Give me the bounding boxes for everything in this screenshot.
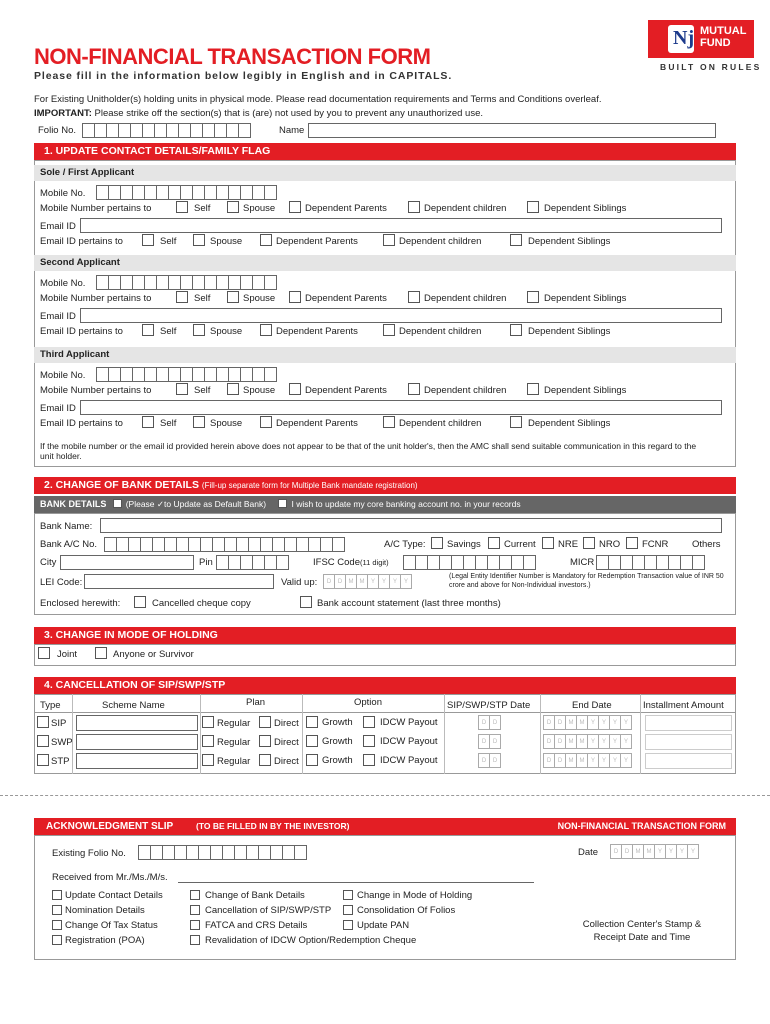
folio-label: Folio No. (38, 125, 77, 136)
option-growth-checkbox[interactable] (306, 716, 318, 728)
flag-label: Spouse (243, 293, 276, 304)
applicant-3-email-flag-3-checkbox[interactable] (383, 416, 395, 428)
section2-header: 2. CHANGE OF BANK DETAILS (Fill-up separate form for Multiple Bank mandate registration) (34, 477, 736, 494)
ack-item-label: Update PAN (357, 920, 410, 931)
flag-label: Dependent Siblings (528, 326, 611, 337)
applicant-2-email-flag-3-checkbox[interactable] (383, 324, 395, 336)
flag-label: Self (160, 236, 177, 247)
applicant-1-mobile-flag-4-checkbox[interactable] (527, 201, 539, 213)
ack-item-label: Revalidation of IDCW Option/Redemption Cheque (205, 935, 417, 946)
applicant-2-mobile-flag-0-checkbox[interactable] (176, 291, 188, 303)
ifsc-label: IFSC Code(11 digit) (313, 557, 389, 568)
flag-label: Self (194, 293, 211, 304)
ack-item-label: Change in Mode of Holding (357, 890, 473, 901)
swp-end-date-input[interactable]: D D M M Y Y Y Y (543, 734, 631, 749)
sip-amount-input[interactable] (645, 715, 732, 731)
flag-label: Dependent Parents (305, 385, 387, 396)
column-divider (640, 694, 641, 774)
micr-label: MICR (570, 557, 595, 568)
stp-date-input[interactable]: D D (478, 753, 500, 768)
option-label: Growth (322, 755, 353, 766)
flag-label: Dependent Parents (276, 326, 358, 337)
ack-item-label: Consolidation Of Folios (357, 905, 456, 916)
sip-header-5: End Date (572, 700, 612, 711)
option-label: IDCW Payout (380, 755, 438, 766)
sip-header-4: SIP/SWP/STP Date (447, 700, 531, 711)
ack-col3-2-checkbox[interactable] (343, 920, 353, 930)
section4-header: 4. CANCELLATION OF SIP/SWP/STP (34, 677, 736, 694)
flag-label: Spouse (243, 385, 276, 396)
flag-label: Dependent Parents (305, 293, 387, 304)
flag-label: Dependent children (399, 418, 482, 429)
flag-label: Spouse (210, 326, 243, 337)
flag-label: Dependent children (399, 236, 482, 247)
applicant-1-mobile-flag-1-checkbox[interactable] (227, 201, 239, 213)
applicant-3-email-flag-4-checkbox[interactable] (510, 416, 522, 428)
bank-statement-label: Bank account statement (last three months) (317, 598, 501, 609)
enclosed-label: Enclosed herewith: (40, 598, 121, 609)
plan-regular-checkbox[interactable] (202, 754, 214, 766)
ack-col3-1-checkbox[interactable] (343, 905, 353, 915)
ac-type-label: A/C Type: (384, 539, 426, 550)
flag-label: Dependent Parents (276, 236, 358, 247)
section1-header: 1. UPDATE CONTACT DETAILS/FAMILY FLAG (34, 143, 736, 160)
form-title: NON-FINANCIAL TRANSACTION FORM (34, 44, 431, 69)
swp-date-input[interactable]: D D (478, 734, 500, 749)
pin-input[interactable] (216, 555, 288, 570)
option-growth-checkbox[interactable] (306, 735, 318, 747)
ack-col1-2-checkbox[interactable] (52, 920, 62, 930)
plan-label: Direct (274, 718, 299, 729)
applicant-1-header: Sole / First Applicant (34, 165, 736, 181)
city-label: City (40, 557, 57, 568)
account-no-input[interactable] (104, 537, 344, 552)
flag-label: Dependent children (424, 385, 507, 396)
option-label: IDCW Payout (380, 736, 438, 747)
applicant-1-mobile-flag-0-checkbox[interactable] (176, 201, 188, 213)
flag-label: Self (160, 326, 177, 337)
ack-col2-3-checkbox[interactable] (190, 935, 200, 945)
ack-col1-3-checkbox[interactable] (52, 935, 62, 945)
email-pertains-label: Email ID pertains to (40, 418, 123, 429)
ac-type-4-checkbox[interactable] (626, 537, 638, 549)
ack-col2-0-checkbox[interactable] (190, 890, 200, 900)
cancelled-cheque-checkbox[interactable] (134, 596, 146, 608)
flag-label: Spouse (210, 418, 243, 429)
plan-direct-checkbox[interactable] (259, 716, 271, 728)
plan-direct-checkbox[interactable] (259, 754, 271, 766)
cut-line (0, 795, 770, 796)
ack-col1-1-checkbox[interactable] (52, 905, 62, 915)
ack-item-label: Nomination Details (65, 905, 145, 916)
stp-scheme-input[interactable] (76, 753, 198, 769)
stp-end-date-input[interactable]: D D M M Y Y Y Y (543, 753, 631, 768)
applicant-1-email-flag-2-checkbox[interactable] (260, 234, 272, 246)
email-label: Email ID (40, 311, 76, 322)
mobile-label: Mobile No. (40, 278, 86, 289)
city-input[interactable] (60, 555, 194, 570)
flag-label: Dependent children (399, 326, 482, 337)
flag-label: Dependent children (424, 203, 507, 214)
flag-label: Dependent Siblings (528, 236, 611, 247)
important-note: IMPORTANT: Please strike off the section(s) that is (are) not used by you to prevent any unauthorized use. (34, 108, 483, 119)
ack-col3-0-checkbox[interactable] (343, 890, 353, 900)
default-bank-checkbox[interactable] (113, 499, 122, 508)
ifsc-input[interactable] (403, 555, 535, 570)
applicant-3-mobile-flag-4-checkbox[interactable] (527, 383, 539, 395)
joint-checkbox[interactable] (38, 647, 50, 659)
applicant-3-email-flag-2-checkbox[interactable] (260, 416, 272, 428)
mobile-label: Mobile No. (40, 370, 86, 381)
plan-regular-checkbox[interactable] (202, 735, 214, 747)
account-no-label: Bank A/C No. (40, 539, 98, 550)
applicant-3-mobile-input[interactable] (96, 367, 276, 382)
flag-label: Dependent children (424, 293, 507, 304)
ack-item-label: Change Of Tax Status (65, 920, 158, 931)
anyone-survivor-label: Anyone or Survivor (113, 649, 194, 660)
column-divider (200, 694, 201, 774)
sip-header-3: Option (354, 697, 382, 708)
ac-type-label: Others (692, 539, 721, 550)
option-label: IDCW Payout (380, 717, 438, 728)
applicant-3-mobile-flag-2-checkbox[interactable] (289, 383, 301, 395)
column-divider (540, 694, 541, 774)
applicant-3-email-flag-0-checkbox[interactable] (142, 416, 154, 428)
plan-regular-checkbox[interactable] (202, 716, 214, 728)
plan-direct-checkbox[interactable] (259, 735, 271, 747)
flag-label: Dependent Siblings (544, 203, 627, 214)
valid-up-label: Valid up: (281, 577, 318, 588)
ac-type-label: NRE (558, 539, 579, 550)
flag-label: Spouse (210, 236, 243, 247)
mobile-pertains-label: Mobile Number pertains to (40, 203, 152, 214)
option-label: Growth (322, 717, 353, 728)
bank-name-input[interactable] (100, 518, 722, 533)
sip-scheme-input[interactable] (76, 715, 198, 731)
micr-input[interactable] (596, 555, 704, 570)
ack-header: ACKNOWLEDGMENT SLIP (TO BE FILLED IN BY THE INVESTOR) NON-FINANCIAL TRANSACTION FORM (34, 818, 736, 835)
ac-type-label: NRO (599, 539, 621, 550)
ac-type-0-checkbox[interactable] (431, 537, 443, 549)
plan-label: Regular (217, 718, 251, 729)
lei-note: (Legal Entity Identifier Number is Mandatory for Redemption Transaction value of INR 50 crore and above for Non-Individual investors.) (449, 573, 724, 589)
stamp-area: Collection Center's Stamp & Receipt Date and Time (582, 919, 702, 943)
sip-header-2: Plan (246, 697, 266, 708)
plan-label: Direct (274, 756, 299, 767)
lei-input[interactable] (84, 574, 274, 589)
swp-scheme-input[interactable] (76, 734, 198, 750)
column-divider (72, 694, 73, 774)
ac-type-label: Current (504, 539, 536, 550)
applicant-1-email-flag-4-checkbox[interactable] (510, 234, 522, 246)
logo-tagline: BUILT ON RULES (660, 62, 762, 72)
option-label: Growth (322, 736, 353, 747)
cancelled-cheque-label: Cancelled cheque copy (152, 598, 251, 609)
applicant-3-header: Third Applicant (34, 347, 736, 363)
ac-type-3-checkbox[interactable] (583, 537, 595, 549)
sip-header-6: Installment Amount (643, 700, 724, 711)
plan-label: Regular (217, 737, 251, 748)
ack-item-label: Update Contact Details (65, 890, 163, 901)
nj-logo: Nj MUTUAL FUND BUILT ON RULES (634, 20, 754, 72)
flag-label: Dependent Siblings (544, 293, 627, 304)
email-pertains-label: Email ID pertains to (40, 326, 123, 337)
ack-col2-2-checkbox[interactable] (190, 920, 200, 930)
stp-checkbox[interactable] (37, 754, 49, 766)
applicant-1-mobile-input[interactable] (96, 185, 276, 200)
applicant-1-email-flag-1-checkbox[interactable] (193, 234, 205, 246)
applicant-3-mobile-flag-1-checkbox[interactable] (227, 383, 239, 395)
bank-statement-checkbox[interactable] (300, 596, 312, 608)
sip-header-1: Scheme Name (102, 700, 165, 711)
flag-label: Self (194, 203, 211, 214)
sip-header-0: Type (40, 700, 61, 711)
plan-label: Regular (217, 756, 251, 767)
applicant-1-email-flag-0-checkbox[interactable] (142, 234, 154, 246)
form-subtitle: Please fill in the information below legibly in English and in CAPITALS. (34, 70, 453, 82)
received-label: Received from Mr./Ms./M/s. (52, 872, 168, 883)
bank-name-label: Bank Name: (40, 521, 93, 532)
column-divider (302, 694, 303, 774)
flag-label: Dependent Siblings (528, 418, 611, 429)
lei-label: LEI Code: (40, 577, 83, 588)
ack-date-label: Date (578, 847, 599, 858)
applicant-3-email-flag-1-checkbox[interactable] (193, 416, 205, 428)
applicant-1-email-input[interactable] (80, 218, 722, 233)
ack-col2-1-checkbox[interactable] (190, 905, 200, 915)
ack-item-label: FATCA and CRS Details (205, 920, 308, 931)
email-label: Email ID (40, 221, 76, 232)
core-banking-checkbox[interactable] (278, 499, 287, 508)
email-label: Email ID (40, 403, 76, 414)
option-growth-checkbox[interactable] (306, 754, 318, 766)
ack-item-label: Cancellation of SIP/SWP/STP (205, 905, 332, 916)
ack-folio-input[interactable] (138, 845, 306, 860)
applicant-2-header: Second Applicant (34, 255, 736, 271)
applicant-3-email-input[interactable] (80, 400, 722, 415)
ac-type-1-checkbox[interactable] (488, 537, 500, 549)
received-line[interactable] (178, 882, 534, 883)
sip-date-input[interactable]: D D (478, 715, 500, 730)
applicant-3-mobile-flag-3-checkbox[interactable] (408, 383, 420, 395)
name-label: Name (279, 125, 305, 136)
flag-label: Dependent Siblings (544, 385, 627, 396)
applicant-2-mobile-input[interactable] (96, 275, 276, 290)
nj-logo-icon: Nj (668, 25, 694, 53)
mobile-label: Mobile No. (40, 188, 86, 199)
flag-label: Self (160, 418, 177, 429)
folio-input[interactable] (82, 123, 250, 138)
applicant-2-email-flag-4-checkbox[interactable] (510, 324, 522, 336)
swp-amount-input[interactable] (645, 734, 732, 750)
stp-amount-input[interactable] (645, 753, 732, 769)
section3-header: 3. CHANGE IN MODE OF HOLDING (34, 627, 736, 644)
applicant-1-email-flag-3-checkbox[interactable] (383, 234, 395, 246)
joint-label: Joint (57, 649, 78, 660)
flag-label: Dependent Parents (305, 203, 387, 214)
row-type-label: SIP (51, 718, 67, 729)
name-input[interactable] (308, 123, 716, 138)
ac-type-label: Savings (447, 539, 481, 550)
applicant-2-mobile-flag-4-checkbox[interactable] (527, 291, 539, 303)
applicant-1-mobile-flag-2-checkbox[interactable] (289, 201, 301, 213)
ac-type-2-checkbox[interactable] (542, 537, 554, 549)
lei-valid-date[interactable]: D D M M Y Y Y Y (323, 574, 411, 589)
applicant-2-email-flag-0-checkbox[interactable] (142, 324, 154, 336)
mobile-pertains-label: Mobile Number pertains to (40, 385, 152, 396)
sip-end-date-input[interactable]: D D M M Y Y Y Y (543, 715, 631, 730)
flag-label: Self (194, 385, 211, 396)
row-type-label: SWP (51, 737, 73, 748)
option-idcw-checkbox[interactable] (363, 716, 375, 728)
ack-col1-0-checkbox[interactable] (52, 890, 62, 900)
ack-item-label: Change of Bank Details (205, 890, 305, 901)
column-divider (444, 694, 445, 774)
option-idcw-checkbox[interactable] (363, 754, 375, 766)
ack-folio-label: Existing Folio No. (52, 848, 126, 859)
flag-label: Dependent Parents (276, 418, 358, 429)
option-idcw-checkbox[interactable] (363, 735, 375, 747)
applicant-2-mobile-flag-1-checkbox[interactable] (227, 291, 239, 303)
applicant-2-mobile-flag-3-checkbox[interactable] (408, 291, 420, 303)
ack-item-label: Registration (POA) (65, 935, 145, 946)
email-pertains-label: Email ID pertains to (40, 236, 123, 247)
applicant-2-email-flag-1-checkbox[interactable] (193, 324, 205, 336)
row-type-label: STP (51, 756, 70, 767)
mobile-pertains-label: Mobile Number pertains to (40, 293, 152, 304)
flag-label: Spouse (243, 203, 276, 214)
swp-checkbox[interactable] (37, 735, 49, 747)
applicant-2-mobile-flag-2-checkbox[interactable] (289, 291, 301, 303)
applicant-1-mobile-flag-3-checkbox[interactable] (408, 201, 420, 213)
bank-details-bar: BANK DETAILS (Please ✓to Update as Default Bank) I wish to update my core banking account no. in your records (34, 496, 736, 513)
applicant-2-email-flag-2-checkbox[interactable] (260, 324, 272, 336)
pin-label: Pin (199, 557, 213, 568)
sip-checkbox[interactable] (37, 716, 49, 728)
applicant-2-email-input[interactable] (80, 308, 722, 323)
mobile-note: If the mobile number or the email id provided herein above does not appear to be that of the unit holder's, then the AMC shall send suitable communication in this regard to the unit holder. (40, 441, 697, 461)
applicant-3-mobile-flag-0-checkbox[interactable] (176, 383, 188, 395)
ack-date-input[interactable]: D D M M Y Y Y Y (610, 844, 698, 859)
ac-type-label: FCNR (642, 539, 669, 550)
intro-line: For Existing Unitholder(s) holding units in physical mode. Please read documentation requirements and Terms and Conditions overleaf. (34, 94, 602, 105)
plan-label: Direct (274, 737, 299, 748)
anyone-survivor-checkbox[interactable] (95, 647, 107, 659)
